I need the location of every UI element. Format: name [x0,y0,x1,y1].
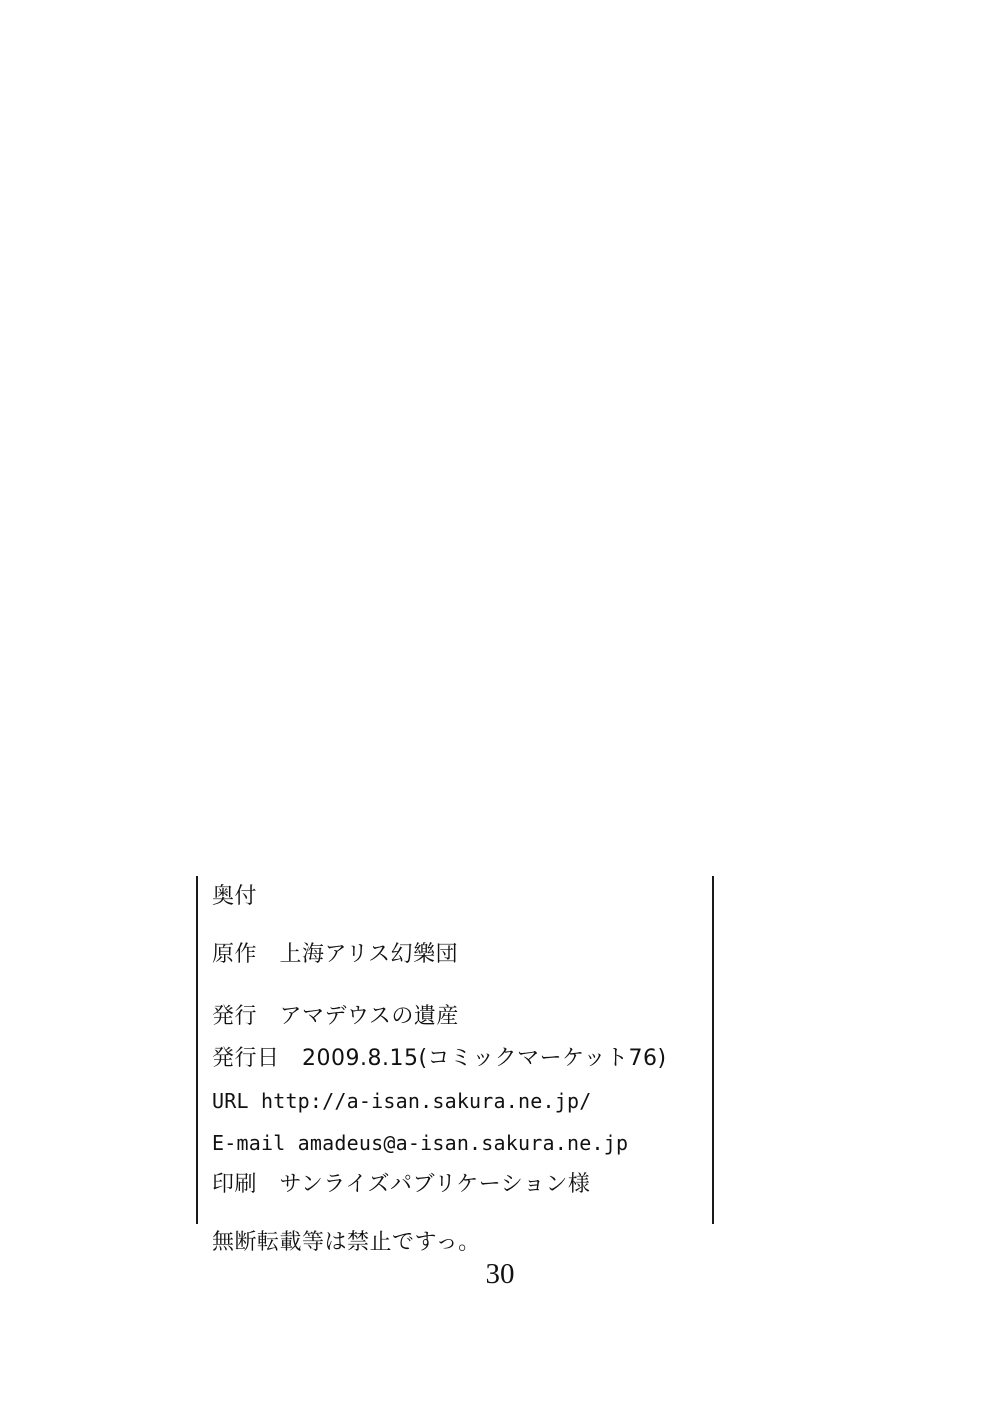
spacer [212,1206,712,1222]
colophon-notice: 無断転載等は禁止ですっ。 [212,1230,481,1255]
colophon-publisher: 発行 アマデウスの遺産 [212,1004,459,1029]
colophon-left-rule [196,876,198,1224]
colophon-publish-date: 発行日 2009.8.15(コミックマーケット76) [212,1046,667,1071]
colophon-email: E-mail amadeus@a-isan.sakura.ne.jp [212,1131,629,1155]
colophon-right-rule [712,876,714,1224]
colophon-text [212,876,712,1264]
colophon-heading: 奥付 [212,884,258,909]
spacer [212,918,712,934]
colophon-printing: 印刷 サンライズパブリケーション様 [212,1172,591,1197]
colophon-original-work: 原作 上海アリス幻樂団 [212,942,459,967]
page-number: 30 [485,1258,515,1290]
colophon-url: URL http://a-isan.sakura.ne.jp/ [212,1089,592,1113]
spacer [212,976,712,996]
